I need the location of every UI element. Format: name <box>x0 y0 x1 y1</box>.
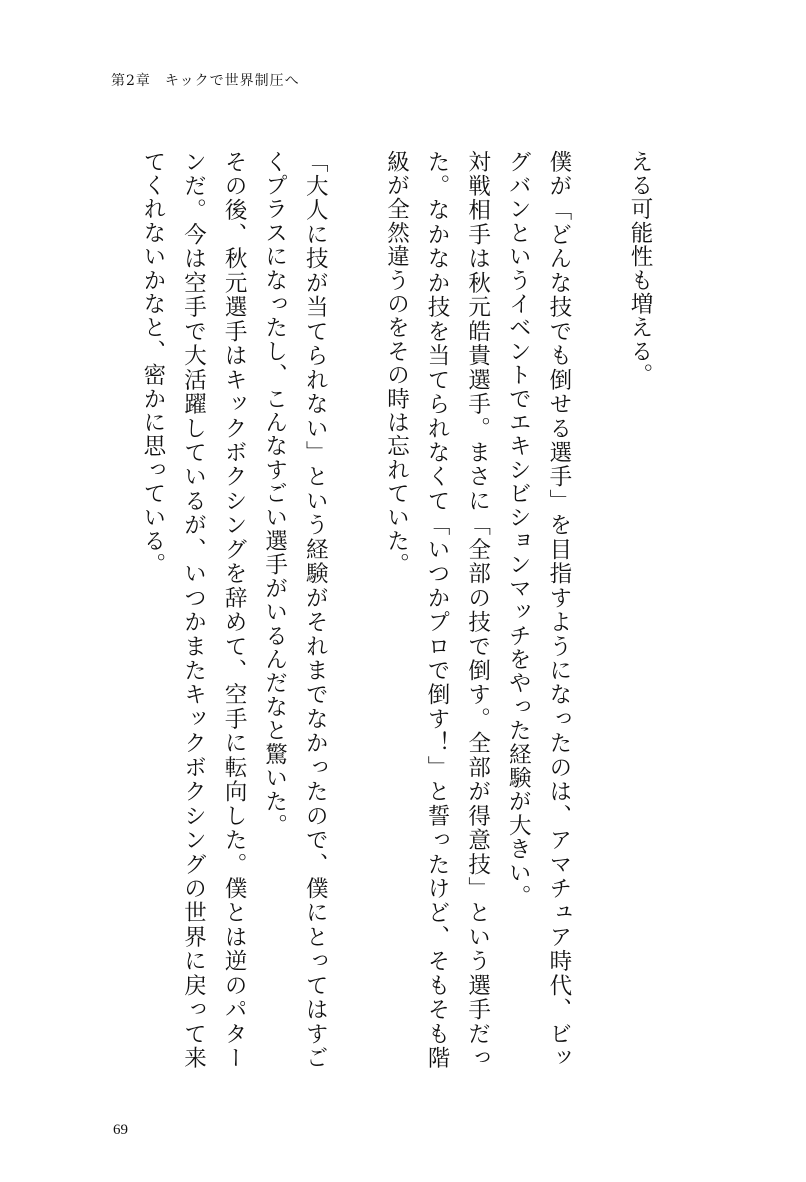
chapter-number: 第2章 <box>111 73 151 89</box>
body-text <box>132 150 660 1070</box>
running-head <box>111 70 300 90</box>
paragraph: 僕が「どんな技でも倒せる選手」を目指すようになったのは、アマチュア時代、ビッグバンというイベントでエキシビションマッチをやった経験が大きい。 <box>505 150 572 1070</box>
paragraph: その後、秋元選手はキックボクシングを辞めて、空手に転向した。僕とは逆のパターンだ。今は空手で大活躍しているが、いつかまたキックボクシングの世界に戻って来てくれないかなと、密かに思っている。 <box>139 150 248 1070</box>
chapter-title: キックで世界制圧へ <box>164 73 300 89</box>
paragraph: 「大人に技が当てられない」という経験がそれまでなかったので、僕にとってはすごくプラスになったし、こんなすごい選手がいるんだなと驚いた。 <box>261 150 329 1070</box>
paragraph: える可能性も増える。 <box>627 150 653 387</box>
page-number: 69 <box>113 1122 128 1138</box>
paragraph: 対戦相手は秋元皓貴選手。まさに「全部の技で倒す。全部が得意技」という選手だった。なかなか技を当てられなくて「いつかプロで倒す！」と誓ったけど、そもそも階級が全然違うのをその時は忘れていた。 <box>383 150 491 1070</box>
